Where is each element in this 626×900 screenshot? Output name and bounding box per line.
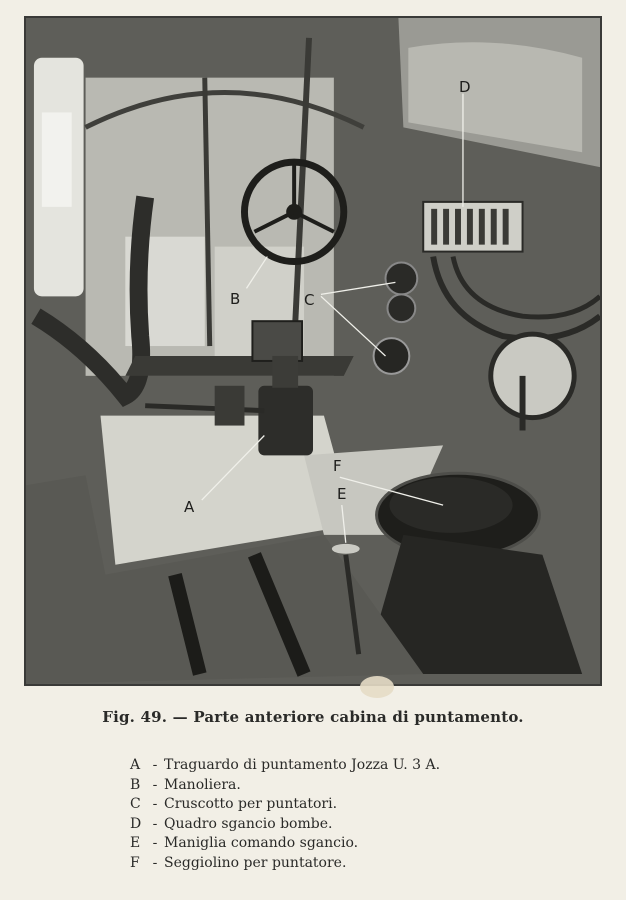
legend-item <box>130 776 550 796</box>
legend-item <box>130 854 550 874</box>
legend-text: Traguardo di puntamento Jozza U. 3 A. <box>164 757 441 773</box>
legend-separator: - <box>152 835 158 851</box>
legend-item <box>130 815 550 835</box>
legend-separator: - <box>152 815 158 832</box>
paper-stain <box>360 676 394 698</box>
caption-dash: — <box>172 708 188 726</box>
legend-text: Manoliera. <box>164 776 241 793</box>
legend-separator: - <box>152 796 158 812</box>
figure-caption <box>0 708 626 726</box>
caption-title: Parte anteriore cabina di puntamento. <box>193 708 524 726</box>
callout-a-label: A <box>184 498 195 516</box>
legend-separator: - <box>152 854 158 871</box>
callout-b-label: B <box>230 290 241 308</box>
legend-key: A <box>130 757 141 773</box>
callout-c-label: C <box>304 291 315 309</box>
legend-key: B <box>130 776 141 793</box>
legend-text: Cruscotto per puntatori. <box>164 796 338 812</box>
figure-legend <box>130 756 550 873</box>
cockpit-photograph <box>24 16 602 686</box>
legend-key: D <box>130 815 142 832</box>
legend-text: Maniglia comando sgancio. <box>164 835 359 851</box>
legend-key: C <box>130 796 141 812</box>
legend-item <box>130 834 550 854</box>
legend-separator: - <box>152 776 158 793</box>
figure-number: Fig. 49. <box>102 708 168 726</box>
callout-e-label: E <box>337 485 347 503</box>
legend-text: Quadro sgancio bombe. <box>164 815 333 832</box>
legend-item <box>130 756 550 776</box>
legend-item <box>130 795 550 815</box>
callout-f-label: F <box>333 457 342 475</box>
legend-key: F <box>130 854 140 871</box>
legend-key: E <box>130 835 141 851</box>
legend-separator: - <box>152 757 158 773</box>
callout-d-label: D <box>459 78 471 96</box>
cockpit-illustration <box>26 18 600 684</box>
legend-text: Seggiolino per puntatore. <box>164 854 347 871</box>
